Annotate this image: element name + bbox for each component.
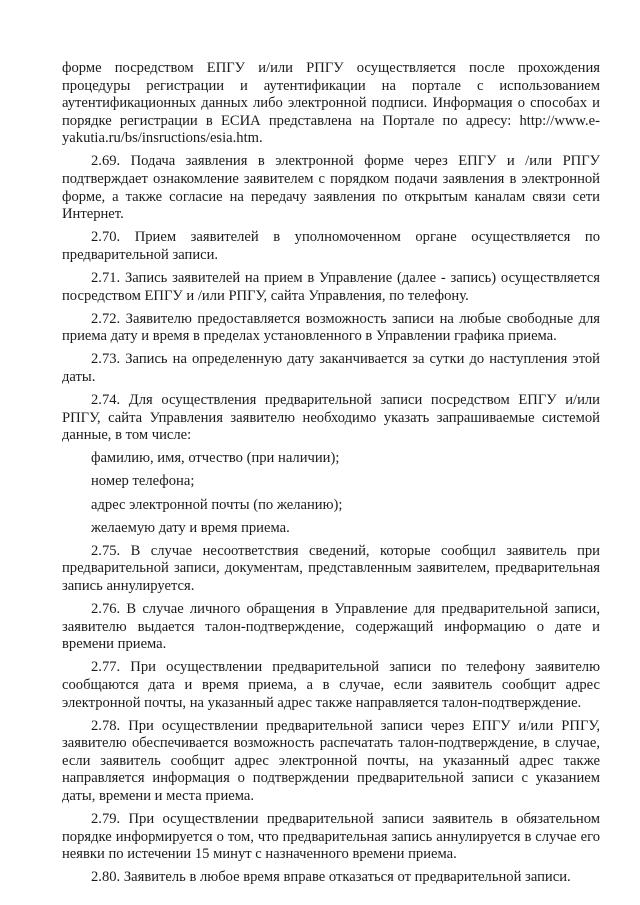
paragraph-2-76: 2.76. В случае личного обращения в Управление для предварительной записи, заявителю выдается талон-подтверждение, содержащий информацию о дате и времени приема. bbox=[62, 601, 600, 653]
list-item: адрес электронной почты (по желанию); bbox=[91, 496, 343, 513]
paragraph-2-69: 2.69. Подача заявления в электронной форме через ЕПГУ и /или РПГУ подтверждает ознакомление заявителем с порядком подачи заявления в электронной форме, а также согласие на передачу заявления по открытым каналам связи сети Интернет. bbox=[62, 153, 600, 223]
paragraph-2-78: 2.78. При осуществлении предварительной записи через ЕПГУ и/или РПГУ, заявителю обеспечивается возможность распечатать талон-подтверждение, в случае, если заявитель сообщит адрес электронной почты, на указанный адрес также направляется информация о подтверждении предварительной записи с указанием даты, времени и места приема. bbox=[62, 717, 600, 804]
paragraph-2-75: 2.75. В случае несоответствия сведений, которые сообщил заявитель при предварительной записи, документам, представленным заявителем, предварительная запись аннулируется. bbox=[62, 542, 600, 594]
paragraph-2-74: 2.74. Для осуществления предварительной записи посредством ЕПГУ и/или РПГУ, сайта Управления заявителю необходимо указать запрашиваемые системой данные, в том числе: bbox=[62, 392, 600, 444]
paragraph-2-70: 2.70. Прием заявителей в уполномоченном органе осуществляется по предварительной записи. bbox=[62, 229, 600, 263]
paragraph-2-71: 2.71. Запись заявителей на прием в Управление (далее - запись) осуществляется посредством ЕПГУ и /или РПГУ, сайта Управления, по телефону. bbox=[62, 270, 600, 304]
paragraph-2-72: 2.72. Заявителю предоставляется возможность записи на любые свободные для приема дату и время в пределах установленного в Управлении графика приема. bbox=[62, 310, 600, 345]
paragraph-2-80: 2.80. Заявитель в любое время вправе отказаться от предварительной записи. bbox=[91, 869, 571, 886]
list-item: желаемую дату и время приема. bbox=[91, 519, 290, 536]
paragraph-2-79: 2.79. При осуществлении предварительной записи заявитель в обязательном порядке информируется о том, что предварительная запись аннулируется в случае его неявки по истечении 15 минут с назначенного времени приема. bbox=[62, 811, 600, 863]
list-item: номер телефона; bbox=[91, 473, 195, 490]
paragraph-2-77: 2.77. При осуществлении предварительной записи по телефону заявителю сообщаются дата и время приема, а в случае, если заявитель сообщит адрес электронной почты, на указанный адрес также направляется талон-подтверждение. bbox=[62, 659, 600, 711]
list-item: фамилию, имя, отчество (при наличии); bbox=[91, 450, 340, 467]
paragraph-continuation: форме посредством ЕПГУ и/или РПГУ осуществляется после прохождения процедуры регистрации и аутентификации на портале с использованием аутентификационных данных либо электронной подписи. Информация о способах и порядке регистрации в ЕСИА представлена на Портале по адресу: http://www.e-yakutia.ru/bs/insructions/esia.htm. bbox=[62, 60, 600, 147]
paragraph-2-73: 2.73. Запись на определенную дату заканчивается за сутки до наступления этой даты. bbox=[62, 351, 600, 385]
